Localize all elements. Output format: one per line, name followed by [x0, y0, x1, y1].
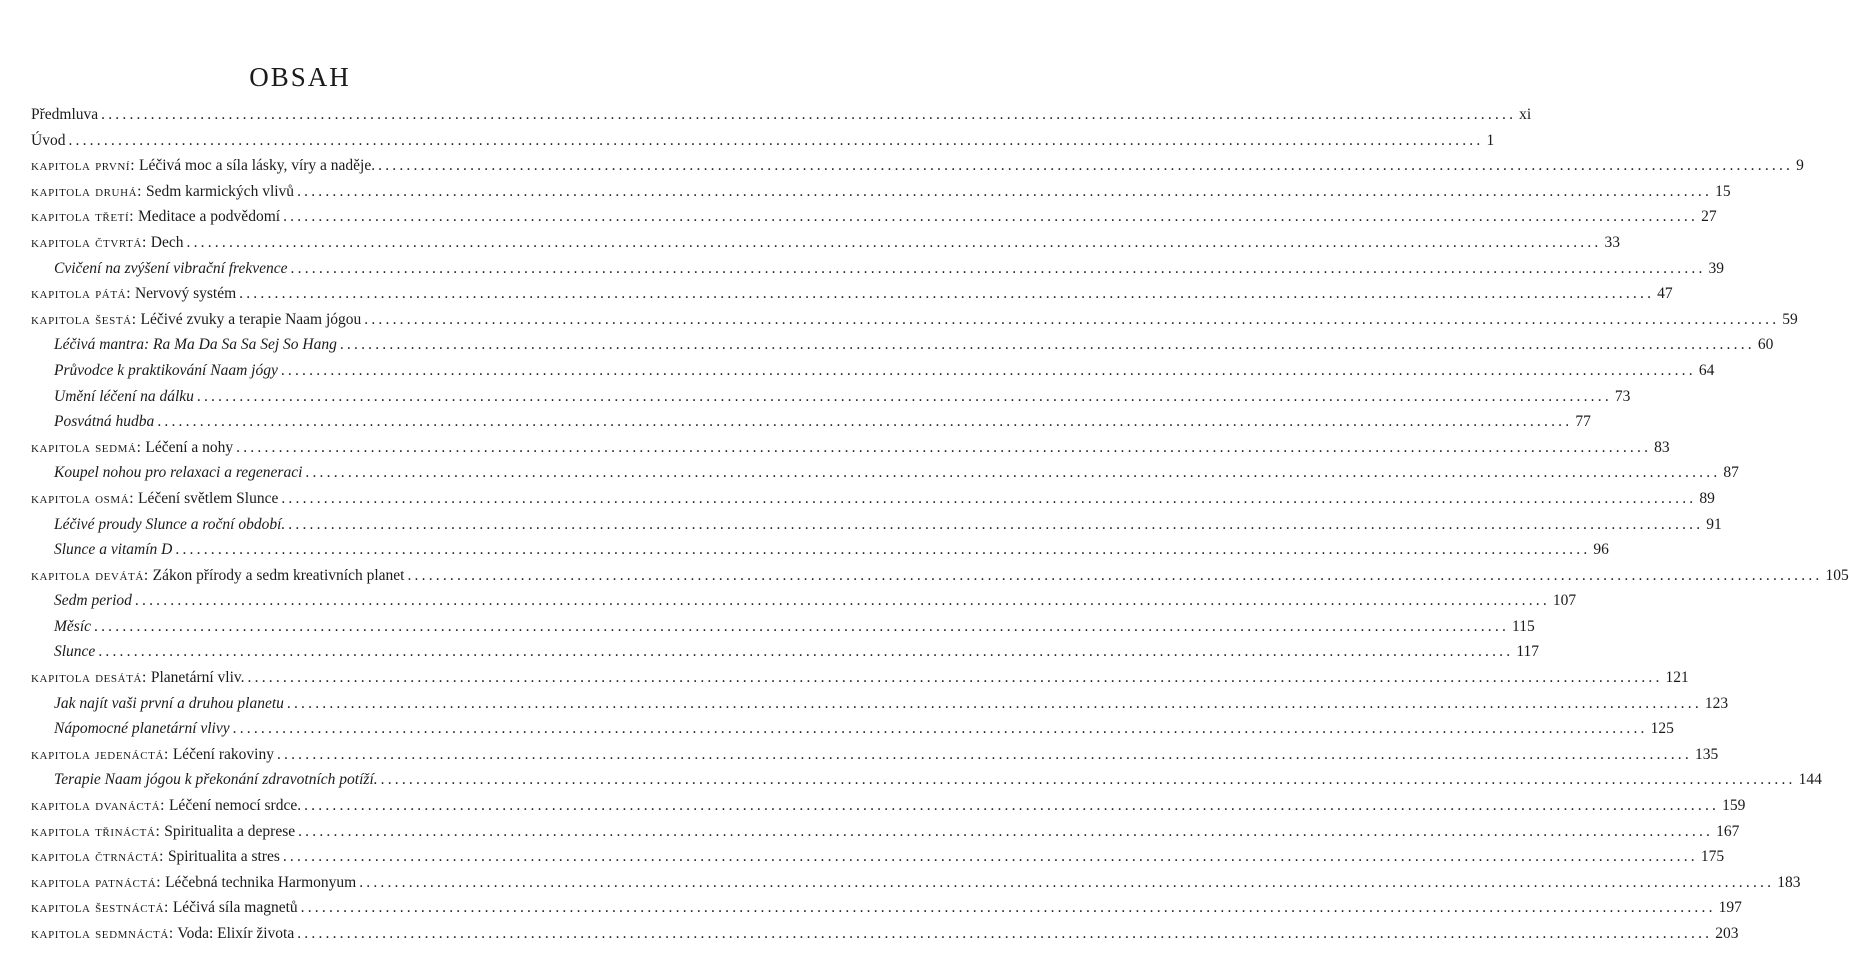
- dot-leader: ........................................................................................................................................................................................................: [380, 771, 1796, 789]
- toc-entry-title: Léčení a nohy: [141, 438, 234, 456]
- chapter-number: kapitola osmá:: [31, 489, 135, 507]
- page-number: 15: [1715, 182, 1731, 200]
- toc-entry: [31, 848, 1725, 874]
- dot-leader: ........................................................................................................................................................................................................: [290, 259, 1706, 277]
- dot-leader: ........................................................................................................................................................................................................: [157, 413, 1573, 431]
- toc-subentry: [31, 259, 1725, 286]
- chapter-number: kapitola první:: [31, 157, 136, 175]
- toc-entry-title: Úvod: [31, 131, 66, 149]
- toc-entry-label: [31, 848, 280, 866]
- toc-entry-title: Sedm karmických vlivů: [142, 182, 295, 200]
- page-number: 33: [1604, 233, 1620, 251]
- toc-subentry: [31, 771, 1822, 797]
- dot-leader: ........................................................................................................................................................................................................: [407, 566, 1823, 584]
- toc-entry-title: Předmluva: [31, 106, 99, 123]
- page-number: 9: [1796, 157, 1804, 175]
- dot-leader: ........................................................................................................................................................................................................: [286, 694, 1702, 712]
- page-number: 39: [1708, 259, 1725, 277]
- toc-entry-title: Cvičení na zvýšení vibrační frekvence: [54, 259, 288, 277]
- toc-entry: [31, 182, 1731, 209]
- toc-entry-label: [31, 567, 404, 585]
- dot-leader: ........................................................................................................................................................................................................: [186, 233, 1602, 251]
- chapter-number: kapitola čtvrtá:: [31, 233, 147, 251]
- page-number: 73: [1614, 387, 1631, 405]
- toc-entry: [31, 131, 1495, 158]
- page-number: 117: [1516, 643, 1540, 661]
- toc-entry-title: Voda: Elixír života: [173, 925, 295, 942]
- toc-entry-label: [31, 285, 236, 303]
- chapter-number: kapitola čtrnáctá:: [31, 848, 165, 866]
- toc-subentry: [31, 515, 1722, 542]
- toc-entry-label: [31, 490, 278, 508]
- toc-entry-label: [54, 541, 172, 559]
- chapter-number: kapitola třetí:: [31, 208, 135, 226]
- page-number: 135: [1694, 745, 1719, 763]
- dot-leader: ........................................................................................................................................................................................................: [247, 669, 1663, 687]
- dot-leader: ........................................................................................................................................................................................................: [283, 208, 1699, 226]
- chapter-number: kapitola patnáctá:: [31, 873, 162, 891]
- toc-entry-title: Zákon přírody a sedm kreativních planet: [148, 566, 405, 584]
- toc-entry-label: [31, 669, 245, 687]
- toc-entry-label: [31, 132, 65, 150]
- toc-entry-title: Meditace a podvědomí: [134, 208, 281, 226]
- toc-entry: [31, 233, 1620, 260]
- toc-entry-title: Léčivá moc a síla lásky, víry a naděje.: [135, 157, 376, 175]
- toc-entry-title: Léčení nemocí srdce.: [165, 797, 302, 815]
- toc-subentry: [31, 694, 1729, 721]
- dot-leader: ........................................................................................................................................................................................................: [232, 720, 1648, 738]
- toc-entry-label: [31, 234, 184, 252]
- toc-entry-title: Spiritualita a stres: [164, 848, 280, 866]
- page-number: 183: [1777, 873, 1801, 891]
- dot-leader: ........................................................................................................................................................................................................: [280, 361, 1696, 379]
- toc-entry-label: [31, 746, 274, 764]
- toc-entry-label: [54, 592, 132, 610]
- toc-subentry: [31, 541, 1609, 567]
- page-number: 115: [1512, 617, 1535, 635]
- toc-entry-label: [54, 618, 91, 636]
- toc-entry: [31, 822, 1740, 849]
- dot-leader: ........................................................................................................................................................................................................: [282, 848, 1698, 866]
- toc-entry-title: Léčení světlem Slunce: [134, 489, 279, 507]
- page-number: 1: [1486, 131, 1495, 149]
- page-number: 159: [1722, 797, 1746, 815]
- page-number: 83: [1654, 438, 1670, 456]
- toc-entry-title: Nervový systém: [131, 285, 237, 303]
- dot-leader: ........................................................................................................................................................................................................: [297, 182, 1713, 200]
- dot-leader: ........................................................................................................................................................................................................: [236, 438, 1652, 456]
- dot-leader: ........................................................................................................................................................................................................: [276, 745, 1692, 763]
- toc-entry-title: Měsíc: [54, 617, 92, 635]
- page-number: 144: [1798, 771, 1822, 789]
- toc-subentry: [31, 464, 1739, 490]
- toc-entry-label: [31, 899, 298, 917]
- page-number: 105: [1825, 566, 1849, 584]
- toc-entry-label: [54, 336, 337, 354]
- toc-entry: [31, 873, 1801, 900]
- toc-entry-label: [31, 823, 295, 841]
- page-number: 123: [1704, 694, 1729, 712]
- page-title: OBSAH: [249, 62, 351, 92]
- dot-leader: ........................................................................................................................................................................................................: [304, 797, 1720, 815]
- page-number: 60: [1757, 336, 1774, 354]
- toc-entry-label: [54, 695, 284, 713]
- toc-entry: [31, 797, 1746, 823]
- dot-leader: ........................................................................................................................................................................................................: [98, 643, 1514, 661]
- toc-entry-label: [54, 362, 278, 380]
- toc-entry-title: Posvátná hudba: [54, 413, 155, 431]
- toc-entry-title: Nápomocné planetární vlivy: [54, 720, 230, 738]
- toc-entry-label: [54, 516, 285, 534]
- dot-leader: ........................................................................................................................................................................................................: [196, 387, 1612, 405]
- toc-entry-label: [31, 439, 233, 457]
- dot-leader: ........................................................................................................................................................................................................: [134, 592, 1550, 610]
- toc-entry-label: [31, 208, 280, 226]
- chapter-number: kapitola devátá:: [31, 566, 149, 584]
- toc-entry-label: [54, 720, 230, 738]
- page-number: 87: [1723, 464, 1739, 482]
- toc-subentry: [31, 387, 1631, 414]
- dot-leader: ........................................................................................................................................................................................................: [175, 541, 1591, 559]
- chapter-number: kapitola třináctá:: [31, 822, 161, 840]
- page-number: 91: [1706, 515, 1722, 533]
- page-number: 125: [1650, 720, 1674, 738]
- toc-entry-title: Průvodce k praktikování Naam jógy: [54, 361, 278, 379]
- toc-entry-title: Léčivé proudy Slunce a roční období.: [54, 515, 286, 533]
- chapter-number: kapitola jedenáctá:: [31, 745, 169, 763]
- page-number: 107: [1552, 592, 1577, 610]
- dot-leader: ........................................................................................................................................................................................................: [359, 873, 1775, 891]
- toc-entry: [31, 106, 1532, 132]
- toc-entry: [31, 925, 1739, 951]
- toc-entry-label: [31, 874, 356, 892]
- toc-entry: [31, 438, 1670, 465]
- toc-entry-title: Jak najít vaši první a druhou planetu: [54, 694, 284, 712]
- page-number: 121: [1665, 669, 1689, 687]
- toc-subentry: [31, 413, 1591, 439]
- chapter-number: kapitola desátá:: [31, 669, 147, 687]
- dot-leader: ........................................................................................................................................................................................................: [68, 131, 1484, 149]
- page-number: 167: [1716, 822, 1740, 840]
- toc-entry-title: Umění léčení na dálku: [54, 387, 194, 405]
- table-of-contents: [31, 106, 1849, 951]
- toc-entry-label: [54, 464, 302, 482]
- page-number: 175: [1700, 848, 1725, 866]
- chapter-number: kapitola šestá:: [31, 310, 137, 328]
- toc-entry-title: Léčebná technika Harmonyum: [161, 873, 357, 891]
- toc-entry-title: Sedm period: [54, 592, 132, 610]
- toc-entry: [31, 157, 1804, 183]
- dot-leader: ........................................................................................................................................................................................................: [378, 157, 1794, 175]
- chapter-number: kapitola pátá:: [31, 285, 132, 303]
- chapter-number: kapitola sedmá:: [31, 438, 142, 456]
- toc-entry: [31, 899, 1742, 925]
- dot-leader: ........................................................................................................................................................................................................: [297, 925, 1713, 942]
- dot-leader: ........................................................................................................................................................................................................: [94, 617, 1510, 635]
- dot-leader: ........................................................................................................................................................................................................: [101, 106, 1517, 123]
- page-number: 77: [1575, 413, 1591, 431]
- toc-entry: [31, 745, 1719, 772]
- chapter-number: kapitola sedmnáctá:: [31, 925, 174, 942]
- page-number: 96: [1593, 541, 1609, 559]
- toc-entry-title: Léčení rakoviny: [168, 745, 274, 763]
- toc-entry-title: Slunce a vitamín D: [54, 541, 173, 559]
- toc-entry: [31, 566, 1849, 593]
- toc-entry-label: [54, 643, 95, 661]
- toc-entry-title: Léčivá mantra: Ra Ma Da Sa Sa Sej So Hang: [54, 336, 337, 354]
- dot-leader: ........................................................................................................................................................................................................: [288, 515, 1704, 533]
- page-number: 89: [1699, 489, 1715, 507]
- dot-leader: ........................................................................................................................................................................................................: [305, 464, 1721, 482]
- toc-subentry: [31, 361, 1715, 388]
- page-number: xi: [1519, 106, 1532, 123]
- toc-subentry: [31, 592, 1577, 618]
- dot-leader: ........................................................................................................................................................................................................: [239, 285, 1655, 303]
- toc-subentry: [31, 720, 1674, 746]
- toc-entry-label: [54, 771, 378, 789]
- toc-entry-label: [54, 413, 154, 431]
- toc-entry-title: Léčivá síla magnetů: [168, 899, 298, 917]
- chapter-number: kapitola druhá:: [31, 182, 143, 200]
- dot-leader: ........................................................................................................................................................................................................: [364, 310, 1780, 328]
- dot-leader: ........................................................................................................................................................................................................: [281, 489, 1697, 507]
- toc-subentry: [31, 617, 1535, 644]
- page-number: 27: [1701, 208, 1717, 226]
- page-number: 203: [1715, 925, 1739, 942]
- toc-entry: [31, 669, 1689, 695]
- toc-entry-label: [54, 388, 194, 406]
- toc-entry-label: [31, 183, 294, 201]
- dot-leader: ........................................................................................................................................................................................................: [339, 336, 1755, 354]
- page-number: 197: [1718, 899, 1742, 917]
- toc-entry-title: Koupel nohou pro relaxaci a regeneraci: [54, 464, 303, 482]
- toc-subentry: [31, 336, 1774, 362]
- toc-entry-label: [54, 260, 288, 278]
- toc-entry-title: Dech: [146, 233, 184, 251]
- toc-entry-label: [31, 311, 361, 329]
- page-number: 47: [1657, 285, 1673, 303]
- toc-entry-title: Léčivé zvuky a terapie Naam jógou: [136, 310, 362, 328]
- dot-leader: ........................................................................................................................................................................................................: [300, 899, 1716, 917]
- toc-entry-title: Slunce: [54, 643, 96, 661]
- toc-entry-title: Spiritualita a deprese: [160, 822, 296, 840]
- chapter-number: kapitola dvanáctá:: [31, 797, 166, 815]
- toc-entry-label: [31, 157, 375, 175]
- toc-entry: [31, 208, 1717, 234]
- page-number: 59: [1782, 310, 1798, 328]
- toc-subentry: [31, 643, 1540, 669]
- toc-entry: [31, 285, 1673, 311]
- toc-entry-label: [31, 797, 301, 815]
- toc-entry-title: Planetární vliv.: [146, 669, 245, 687]
- toc-entry: [31, 489, 1715, 516]
- toc-entry-label: [31, 106, 98, 124]
- toc-entry-label: [31, 925, 294, 943]
- toc-entry-title: Terapie Naam jógou k překonání zdravotních potíží.: [54, 771, 378, 789]
- toc-entry: [31, 310, 1798, 337]
- page-number: 64: [1698, 361, 1715, 379]
- chapter-number: kapitola šestnáctá:: [31, 899, 169, 917]
- dot-leader: ........................................................................................................................................................................................................: [298, 822, 1714, 840]
